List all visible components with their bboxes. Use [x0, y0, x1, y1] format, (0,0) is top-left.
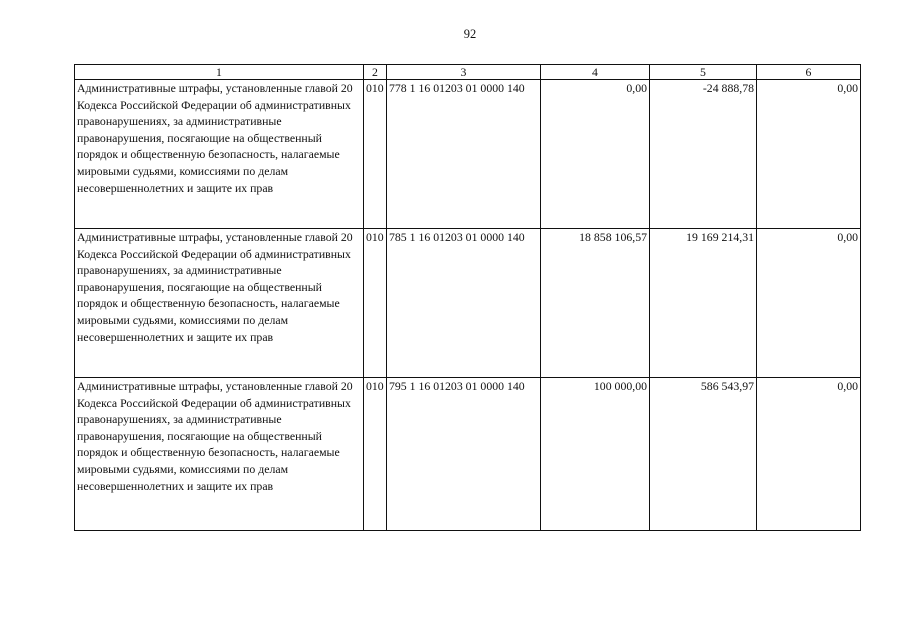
table-row	[75, 378, 861, 531]
page-number: 92	[463, 27, 477, 41]
header-col-4: 4	[541, 65, 650, 80]
row-description: Административные штрафы, установленные главой 20 Кодекса Российской Федерации об административных правонарушениях, за административные правонарушения, посягающие на общественный порядок и общественную безопасность, налагаемые мировыми судьями, комиссиями по делам несовершеннолетних и защите их прав	[75, 80, 364, 229]
header-col-6: 6	[757, 65, 861, 80]
row-col5-value: 586 543,97	[650, 378, 757, 531]
row-col5-value: -24 888,78	[650, 80, 757, 229]
row-code-a: 010	[364, 378, 387, 531]
header-col-5: 5	[650, 65, 757, 80]
row-code-b: 795 1 16 01203 01 0000 140	[387, 378, 541, 531]
row-col6-value: 0,00	[757, 80, 861, 229]
row-description: Административные штрафы, установленные главой 20 Кодекса Российской Федерации об административных правонарушениях, за административные правонарушения, посягающие на общественный порядок и общественную безопасность, налагаемые мировыми судьями, комиссиями по делам несовершеннолетних и защите их прав	[75, 229, 364, 378]
row-col6-value: 0,00	[757, 378, 861, 531]
header-col-2: 2	[364, 65, 387, 80]
table-header	[75, 65, 861, 80]
report-table	[74, 64, 861, 531]
header-col-1: 1	[75, 65, 364, 80]
table-row	[75, 80, 861, 229]
header-row	[75, 65, 861, 80]
row-code-a: 010	[364, 80, 387, 229]
row-code-a: 010	[364, 229, 387, 378]
row-col6-value: 0,00	[757, 229, 861, 378]
row-code-b: 785 1 16 01203 01 0000 140	[387, 229, 541, 378]
row-col4-value: 18 858 106,57	[541, 229, 650, 378]
row-col4-value: 100 000,00	[541, 378, 650, 531]
table-row	[75, 229, 861, 378]
header-col-3: 3	[387, 65, 541, 80]
row-col4-value: 0,00	[541, 80, 650, 229]
table-body	[75, 80, 861, 531]
row-description: Административные штрафы, установленные главой 20 Кодекса Российской Федерации об административных правонарушениях, за административные правонарушения, посягающие на общественный порядок и общественную безопасность, налагаемые мировыми судьями, комиссиями по делам несовершеннолетних и защите их прав	[75, 378, 364, 531]
row-col5-value: 19 169 214,31	[650, 229, 757, 378]
row-code-b: 778 1 16 01203 01 0000 140	[387, 80, 541, 229]
